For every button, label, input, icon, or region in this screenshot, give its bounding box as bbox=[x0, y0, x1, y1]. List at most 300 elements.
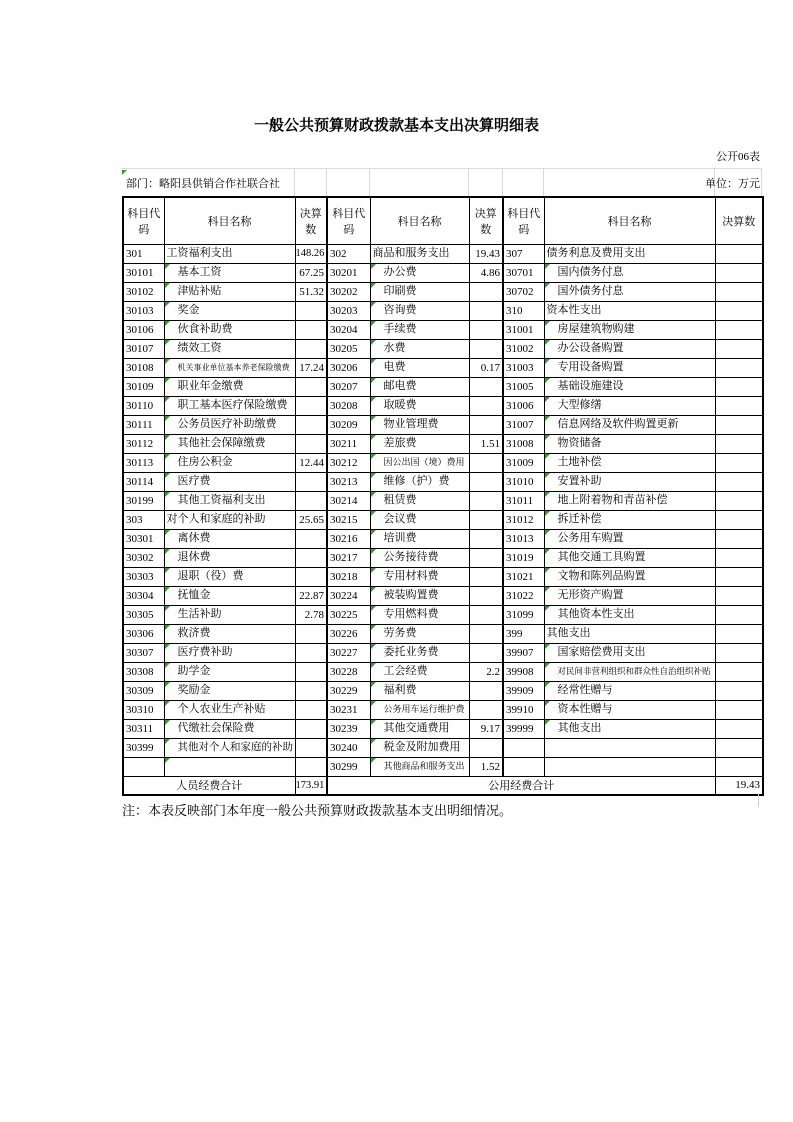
subject-name-cell: 公务接待费 bbox=[370, 548, 469, 567]
amount-cell: 0.17 bbox=[469, 358, 503, 377]
green-triangle-icon bbox=[545, 644, 550, 649]
page-title: 一般公共预算财政拨款基本支出决算明细表 bbox=[253, 118, 539, 134]
green-triangle-icon bbox=[371, 321, 376, 326]
subject-name-cell: 职业年金缴费 bbox=[164, 377, 295, 396]
green-triangle-icon bbox=[545, 606, 550, 611]
amount-cell: 4.86 bbox=[469, 263, 503, 282]
subject-name-cell: 地上附着物和青苗补偿 bbox=[544, 491, 715, 510]
amount-cell bbox=[715, 320, 763, 339]
subject-code-cell: 39908 bbox=[503, 662, 544, 681]
subject-name-cell: 对个人和家庭的补助 bbox=[164, 510, 295, 529]
green-triangle-icon bbox=[545, 682, 550, 687]
amount-cell bbox=[715, 510, 763, 529]
table-row bbox=[123, 700, 763, 719]
subject-name-cell: 助学金 bbox=[164, 662, 295, 681]
subject-name-cell: 因公出国（境）费用 bbox=[370, 453, 469, 472]
amount-cell bbox=[469, 491, 503, 510]
gridline bbox=[369, 169, 370, 197]
subject-code-cell: 31013 bbox=[503, 529, 544, 548]
subject-code-cell: 30228 bbox=[327, 662, 370, 681]
green-triangle-icon bbox=[371, 416, 376, 421]
personnel-total-label: 人员经费合计 bbox=[123, 776, 295, 795]
subject-code-cell: 30231 bbox=[327, 700, 370, 719]
amount-cell bbox=[295, 700, 327, 719]
subject-name-cell: 国外债务付息 bbox=[544, 282, 715, 301]
subject-name-cell: 经常性赠与 bbox=[544, 681, 715, 700]
subject-name-cell: 咨询费 bbox=[370, 301, 469, 320]
table-row bbox=[123, 757, 763, 776]
subject-name-cell: 安置补助 bbox=[544, 472, 715, 491]
green-triangle-icon bbox=[371, 435, 376, 440]
amount-cell bbox=[295, 738, 327, 757]
subject-name-cell: 税金及附加费用 bbox=[370, 738, 469, 757]
table-row bbox=[123, 282, 763, 301]
table-header-row bbox=[123, 197, 763, 244]
amount-cell bbox=[469, 624, 503, 643]
green-triangle-icon bbox=[165, 416, 170, 421]
public-total-label: 公用经费合计 bbox=[327, 776, 715, 795]
green-triangle-icon bbox=[371, 758, 376, 763]
subject-code-cell: 30207 bbox=[327, 377, 370, 396]
table-row bbox=[123, 472, 763, 491]
table-row bbox=[123, 681, 763, 700]
subject-name-cell: 福利费 bbox=[370, 681, 469, 700]
subject-code-cell bbox=[503, 757, 544, 776]
gridline bbox=[543, 169, 544, 197]
subject-name-cell: 信息网络及软件购置更新 bbox=[544, 415, 715, 434]
subject-name-cell: 其他支出 bbox=[544, 719, 715, 738]
subject-code-cell: 31021 bbox=[503, 567, 544, 586]
subject-name-cell: 资本性支出 bbox=[544, 301, 715, 320]
green-triangle-icon bbox=[371, 587, 376, 592]
public-total-value: 19.43 bbox=[715, 776, 763, 795]
subject-code-cell: 30239 bbox=[327, 719, 370, 738]
green-triangle-icon bbox=[371, 606, 376, 611]
subject-code-cell: 30212 bbox=[327, 453, 370, 472]
amount-cell bbox=[715, 757, 763, 776]
subject-name-cell: 维修（护）费 bbox=[370, 472, 469, 491]
amount-cell bbox=[295, 643, 327, 662]
table-row bbox=[123, 377, 763, 396]
form-code-label: 公开06表 bbox=[716, 151, 760, 163]
subject-code-cell: 30211 bbox=[327, 434, 370, 453]
amount-cell: 22.87 bbox=[295, 586, 327, 605]
green-triangle-icon bbox=[545, 435, 550, 440]
amount-cell: 9.17 bbox=[469, 719, 503, 738]
amount-cell: 67.25 bbox=[295, 263, 327, 282]
gridline bbox=[468, 169, 469, 197]
subject-code-cell: 30225 bbox=[327, 605, 370, 624]
subject-name-cell: 其他对个人和家庭的补助 bbox=[164, 738, 295, 757]
subject-name-cell: 退休费 bbox=[164, 548, 295, 567]
subject-code-cell: 30215 bbox=[327, 510, 370, 529]
green-triangle-icon bbox=[165, 264, 170, 269]
subject-code-cell: 30214 bbox=[327, 491, 370, 510]
column-header: 科目代码 bbox=[327, 197, 370, 244]
subject-name-cell: 邮电费 bbox=[370, 377, 469, 396]
green-triangle-icon bbox=[165, 606, 170, 611]
subject-code-cell: 302 bbox=[327, 244, 370, 263]
amount-cell: 17.24 bbox=[295, 358, 327, 377]
subject-code-cell: 39999 bbox=[503, 719, 544, 738]
amount-cell bbox=[469, 320, 503, 339]
subject-code-cell: 30302 bbox=[123, 548, 164, 567]
subject-code-cell: 31008 bbox=[503, 434, 544, 453]
amount-cell bbox=[715, 700, 763, 719]
green-triangle-icon bbox=[165, 758, 170, 763]
subject-code-cell: 301 bbox=[123, 244, 164, 263]
subject-name-cell: 伙食补助费 bbox=[164, 320, 295, 339]
green-triangle-icon bbox=[371, 283, 376, 288]
green-triangle-icon bbox=[371, 359, 376, 364]
amount-cell bbox=[469, 301, 503, 320]
table-row bbox=[123, 719, 763, 738]
subject-code-cell: 399 bbox=[503, 624, 544, 643]
green-triangle-icon bbox=[371, 340, 376, 345]
subject-name-cell: 文物和陈列品购置 bbox=[544, 567, 715, 586]
unit-label: 单位：万元 bbox=[705, 178, 760, 190]
green-triangle-icon bbox=[165, 682, 170, 687]
subject-name-cell: 基本工资 bbox=[164, 263, 295, 282]
green-triangle-icon bbox=[545, 568, 550, 573]
amount-cell: 1.51 bbox=[469, 434, 503, 453]
subject-code-cell: 30226 bbox=[327, 624, 370, 643]
amount-cell bbox=[469, 605, 503, 624]
subject-code-cell: 31007 bbox=[503, 415, 544, 434]
subject-code-cell: 30309 bbox=[123, 681, 164, 700]
green-triangle-icon bbox=[545, 416, 550, 421]
column-header: 决算数 bbox=[295, 197, 327, 244]
table-row bbox=[123, 548, 763, 567]
green-triangle-icon bbox=[545, 321, 550, 326]
green-triangle-icon bbox=[165, 302, 170, 307]
subject-name-cell: 住房公积金 bbox=[164, 453, 295, 472]
amount-cell bbox=[469, 700, 503, 719]
subject-name-cell: 无形资产购置 bbox=[544, 586, 715, 605]
subject-code-cell: 31099 bbox=[503, 605, 544, 624]
subject-name-cell: 房屋建筑物购建 bbox=[544, 320, 715, 339]
green-triangle-icon bbox=[165, 454, 170, 459]
subject-name-cell: 印刷费 bbox=[370, 282, 469, 301]
subject-code-cell: 30206 bbox=[327, 358, 370, 377]
subject-code-cell: 31012 bbox=[503, 510, 544, 529]
green-triangle-icon bbox=[545, 549, 550, 554]
subject-code-cell: 30216 bbox=[327, 529, 370, 548]
green-triangle-icon bbox=[545, 492, 550, 497]
department-band bbox=[122, 168, 762, 196]
subject-code-cell: 31005 bbox=[503, 377, 544, 396]
green-triangle-icon bbox=[371, 682, 376, 687]
subject-name-cell: 取暖费 bbox=[370, 396, 469, 415]
summary-row bbox=[123, 776, 763, 795]
amount-cell bbox=[715, 339, 763, 358]
gridline bbox=[294, 169, 295, 197]
green-triangle-icon bbox=[165, 378, 170, 383]
subject-name-cell: 对民间非营利组织和群众性自治组织补贴 bbox=[544, 662, 715, 681]
subject-code-cell: 30304 bbox=[123, 586, 164, 605]
green-triangle-icon bbox=[545, 530, 550, 535]
green-triangle-icon bbox=[371, 492, 376, 497]
subject-code-cell: 30102 bbox=[123, 282, 164, 301]
green-triangle-icon bbox=[545, 587, 550, 592]
green-triangle-icon bbox=[165, 435, 170, 440]
amount-cell bbox=[469, 282, 503, 301]
subject-name-cell: 医疗费 bbox=[164, 472, 295, 491]
subject-code-cell: 30310 bbox=[123, 700, 164, 719]
subject-code-cell: 30204 bbox=[327, 320, 370, 339]
subject-code-cell: 30227 bbox=[327, 643, 370, 662]
green-triangle-icon bbox=[165, 283, 170, 288]
column-header: 科目名称 bbox=[370, 197, 469, 244]
green-triangle-icon bbox=[371, 625, 376, 630]
green-triangle-icon bbox=[165, 701, 170, 706]
column-header: 科目代码 bbox=[503, 197, 544, 244]
subject-code-cell: 31010 bbox=[503, 472, 544, 491]
green-triangle-icon bbox=[371, 739, 376, 744]
green-triangle-icon bbox=[371, 302, 376, 307]
subject-code-cell: 31002 bbox=[503, 339, 544, 358]
subject-code-cell: 30108 bbox=[123, 358, 164, 377]
green-triangle-icon bbox=[165, 644, 170, 649]
amount-cell bbox=[715, 662, 763, 681]
amount-cell bbox=[469, 396, 503, 415]
subject-name-cell: 个人农业生产补贴 bbox=[164, 700, 295, 719]
subject-name-cell: 国内债务付息 bbox=[544, 263, 715, 282]
subject-code-cell: 30229 bbox=[327, 681, 370, 700]
amount-cell bbox=[295, 377, 327, 396]
amount-cell bbox=[295, 567, 327, 586]
amount-cell bbox=[295, 624, 327, 643]
subject-code-cell: 303 bbox=[123, 510, 164, 529]
subject-name-cell: 其他资本性支出 bbox=[544, 605, 715, 624]
subject-code-cell: 30702 bbox=[503, 282, 544, 301]
table-row bbox=[123, 643, 763, 662]
subject-code-cell: 30202 bbox=[327, 282, 370, 301]
department-label: 部门：略阳县供销合作社联合社 bbox=[126, 178, 280, 190]
subject-name-cell: 被装购置费 bbox=[370, 586, 469, 605]
subject-code-cell: 30109 bbox=[123, 377, 164, 396]
green-triangle-icon bbox=[371, 378, 376, 383]
subject-name-cell: 公务用车运行维护费 bbox=[370, 700, 469, 719]
expenditure-table bbox=[122, 196, 764, 796]
subject-code-cell: 30299 bbox=[327, 757, 370, 776]
amount-cell bbox=[715, 415, 763, 434]
subject-code-cell: 30110 bbox=[123, 396, 164, 415]
amount-cell bbox=[469, 643, 503, 662]
table-row bbox=[123, 491, 763, 510]
subject-name-cell: 土地补偿 bbox=[544, 453, 715, 472]
green-triangle-icon bbox=[545, 378, 550, 383]
subject-name-cell: 专用燃料费 bbox=[370, 605, 469, 624]
gridline bbox=[502, 169, 503, 197]
subject-code-cell: 30217 bbox=[327, 548, 370, 567]
amount-cell bbox=[469, 548, 503, 567]
column-header: 科目代码 bbox=[123, 197, 164, 244]
subject-name-cell bbox=[544, 757, 715, 776]
subject-name-cell: 会议费 bbox=[370, 510, 469, 529]
green-triangle-icon bbox=[165, 739, 170, 744]
subject-name-cell bbox=[544, 738, 715, 757]
table-row bbox=[123, 605, 763, 624]
subject-name-cell: 电费 bbox=[370, 358, 469, 377]
amount-cell bbox=[715, 263, 763, 282]
subject-name-cell: 大型修缮 bbox=[544, 396, 715, 415]
subject-code-cell bbox=[123, 757, 164, 776]
amount-cell bbox=[715, 681, 763, 700]
table-row bbox=[123, 662, 763, 681]
subject-code-cell: 30199 bbox=[123, 491, 164, 510]
green-triangle-icon bbox=[371, 663, 376, 668]
subject-name-cell: 培训费 bbox=[370, 529, 469, 548]
table-body bbox=[123, 244, 763, 776]
subject-name-cell: 生活补助 bbox=[164, 605, 295, 624]
green-triangle-icon bbox=[165, 549, 170, 554]
subject-name-cell: 奖励金 bbox=[164, 681, 295, 700]
amount-cell bbox=[469, 738, 503, 757]
amount-cell bbox=[715, 567, 763, 586]
amount-cell bbox=[469, 415, 503, 434]
green-triangle-icon bbox=[165, 587, 170, 592]
green-triangle-icon bbox=[371, 720, 376, 725]
green-triangle-icon bbox=[165, 321, 170, 326]
subject-name-cell: 其他工资福利支出 bbox=[164, 491, 295, 510]
amount-cell bbox=[295, 472, 327, 491]
amount-cell bbox=[715, 244, 763, 263]
subject-name-cell: 物资储备 bbox=[544, 434, 715, 453]
amount-cell bbox=[295, 434, 327, 453]
column-header: 科目名称 bbox=[164, 197, 295, 244]
subject-name-cell: 基础设施建设 bbox=[544, 377, 715, 396]
subject-code-cell: 30106 bbox=[123, 320, 164, 339]
table-row bbox=[123, 263, 763, 282]
green-triangle-icon bbox=[165, 663, 170, 668]
subject-code-cell: 30308 bbox=[123, 662, 164, 681]
subject-name-cell: 其他交通工具购置 bbox=[544, 548, 715, 567]
subject-name-cell: 资本性赠与 bbox=[544, 700, 715, 719]
green-triangle-icon bbox=[165, 530, 170, 535]
table-row bbox=[123, 738, 763, 757]
amount-cell bbox=[295, 339, 327, 358]
subject-code-cell: 39907 bbox=[503, 643, 544, 662]
subject-name-cell bbox=[164, 757, 295, 776]
amount-cell: 19.43 bbox=[469, 244, 503, 263]
subject-code-cell: 30301 bbox=[123, 529, 164, 548]
subject-code-cell: 307 bbox=[503, 244, 544, 263]
amount-cell bbox=[715, 548, 763, 567]
subject-name-cell: 差旅费 bbox=[370, 434, 469, 453]
subject-code-cell: 30311 bbox=[123, 719, 164, 738]
green-triangle-icon bbox=[371, 511, 376, 516]
subject-code-cell: 30213 bbox=[327, 472, 370, 491]
table-row bbox=[123, 586, 763, 605]
personnel-total-value: 173.91 bbox=[295, 776, 327, 795]
subject-name-cell: 债务利息及费用支出 bbox=[544, 244, 715, 263]
subject-name-cell: 国家赔偿费用支出 bbox=[544, 643, 715, 662]
green-triangle-icon bbox=[545, 663, 550, 668]
subject-code-cell: 30701 bbox=[503, 263, 544, 282]
subject-code-cell bbox=[503, 738, 544, 757]
amount-cell bbox=[295, 415, 327, 434]
subject-code-cell: 31011 bbox=[503, 491, 544, 510]
amount-cell bbox=[715, 586, 763, 605]
subject-code-cell: 31003 bbox=[503, 358, 544, 377]
subject-name-cell: 工资福利支出 bbox=[164, 244, 295, 263]
subject-name-cell: 代缴社会保险费 bbox=[164, 719, 295, 738]
subject-code-cell: 30224 bbox=[327, 586, 370, 605]
subject-code-cell: 39910 bbox=[503, 700, 544, 719]
table-row bbox=[123, 339, 763, 358]
subject-name-cell: 抚恤金 bbox=[164, 586, 295, 605]
subject-name-cell: 机关事业单位基本养老保险缴费 bbox=[164, 358, 295, 377]
green-triangle-icon bbox=[165, 359, 170, 364]
subject-code-cell: 30303 bbox=[123, 567, 164, 586]
subject-name-cell: 商品和服务支出 bbox=[370, 244, 469, 263]
gridline bbox=[758, 793, 759, 807]
amount-cell bbox=[715, 434, 763, 453]
amount-cell bbox=[715, 377, 763, 396]
amount-cell bbox=[469, 453, 503, 472]
subject-code-cell: 30305 bbox=[123, 605, 164, 624]
subject-name-cell: 离休费 bbox=[164, 529, 295, 548]
subject-code-cell: 30114 bbox=[123, 472, 164, 491]
amount-cell bbox=[295, 529, 327, 548]
amount-cell bbox=[295, 301, 327, 320]
amount-cell bbox=[295, 396, 327, 415]
amount-cell bbox=[469, 586, 503, 605]
green-triangle-icon bbox=[371, 644, 376, 649]
subject-name-cell: 劳务费 bbox=[370, 624, 469, 643]
amount-cell bbox=[715, 301, 763, 320]
column-header: 决算数 bbox=[715, 197, 763, 244]
subject-name-cell: 租赁费 bbox=[370, 491, 469, 510]
subject-name-cell: 手续费 bbox=[370, 320, 469, 339]
note-text: 注：本表反映部门本年度一般公共预算财政拨款基本支出明细情况。 bbox=[122, 803, 513, 818]
green-triangle-icon bbox=[165, 340, 170, 345]
subject-code-cell: 31006 bbox=[503, 396, 544, 415]
subject-code-cell: 310 bbox=[503, 301, 544, 320]
green-triangle-icon bbox=[371, 473, 376, 478]
subject-code-cell: 30203 bbox=[327, 301, 370, 320]
subject-name-cell: 专用设备购置 bbox=[544, 358, 715, 377]
subject-code-cell: 30209 bbox=[327, 415, 370, 434]
green-triangle-icon bbox=[371, 701, 376, 706]
amount-cell bbox=[469, 529, 503, 548]
subject-code-cell: 30201 bbox=[327, 263, 370, 282]
subject-name-cell: 办公费 bbox=[370, 263, 469, 282]
amount-cell bbox=[715, 643, 763, 662]
table-row bbox=[123, 301, 763, 320]
table-row bbox=[123, 453, 763, 472]
subject-code-cell: 30107 bbox=[123, 339, 164, 358]
subject-name-cell: 其他社会保障缴费 bbox=[164, 434, 295, 453]
table-row bbox=[123, 244, 763, 263]
subject-name-cell: 其他支出 bbox=[544, 624, 715, 643]
table-row bbox=[123, 510, 763, 529]
green-triangle-icon bbox=[371, 397, 376, 402]
green-triangle-icon bbox=[165, 492, 170, 497]
amount-cell bbox=[469, 681, 503, 700]
green-triangle-icon bbox=[165, 473, 170, 478]
subject-name-cell: 委托业务费 bbox=[370, 643, 469, 662]
amount-cell bbox=[715, 491, 763, 510]
green-triangle-icon bbox=[545, 701, 550, 706]
green-triangle-icon bbox=[545, 473, 550, 478]
amount-cell: 25.65 bbox=[295, 510, 327, 529]
amount-cell bbox=[295, 757, 327, 776]
subject-name-cell: 退职（役）费 bbox=[164, 567, 295, 586]
green-triangle-icon bbox=[545, 454, 550, 459]
amount-cell bbox=[295, 719, 327, 738]
